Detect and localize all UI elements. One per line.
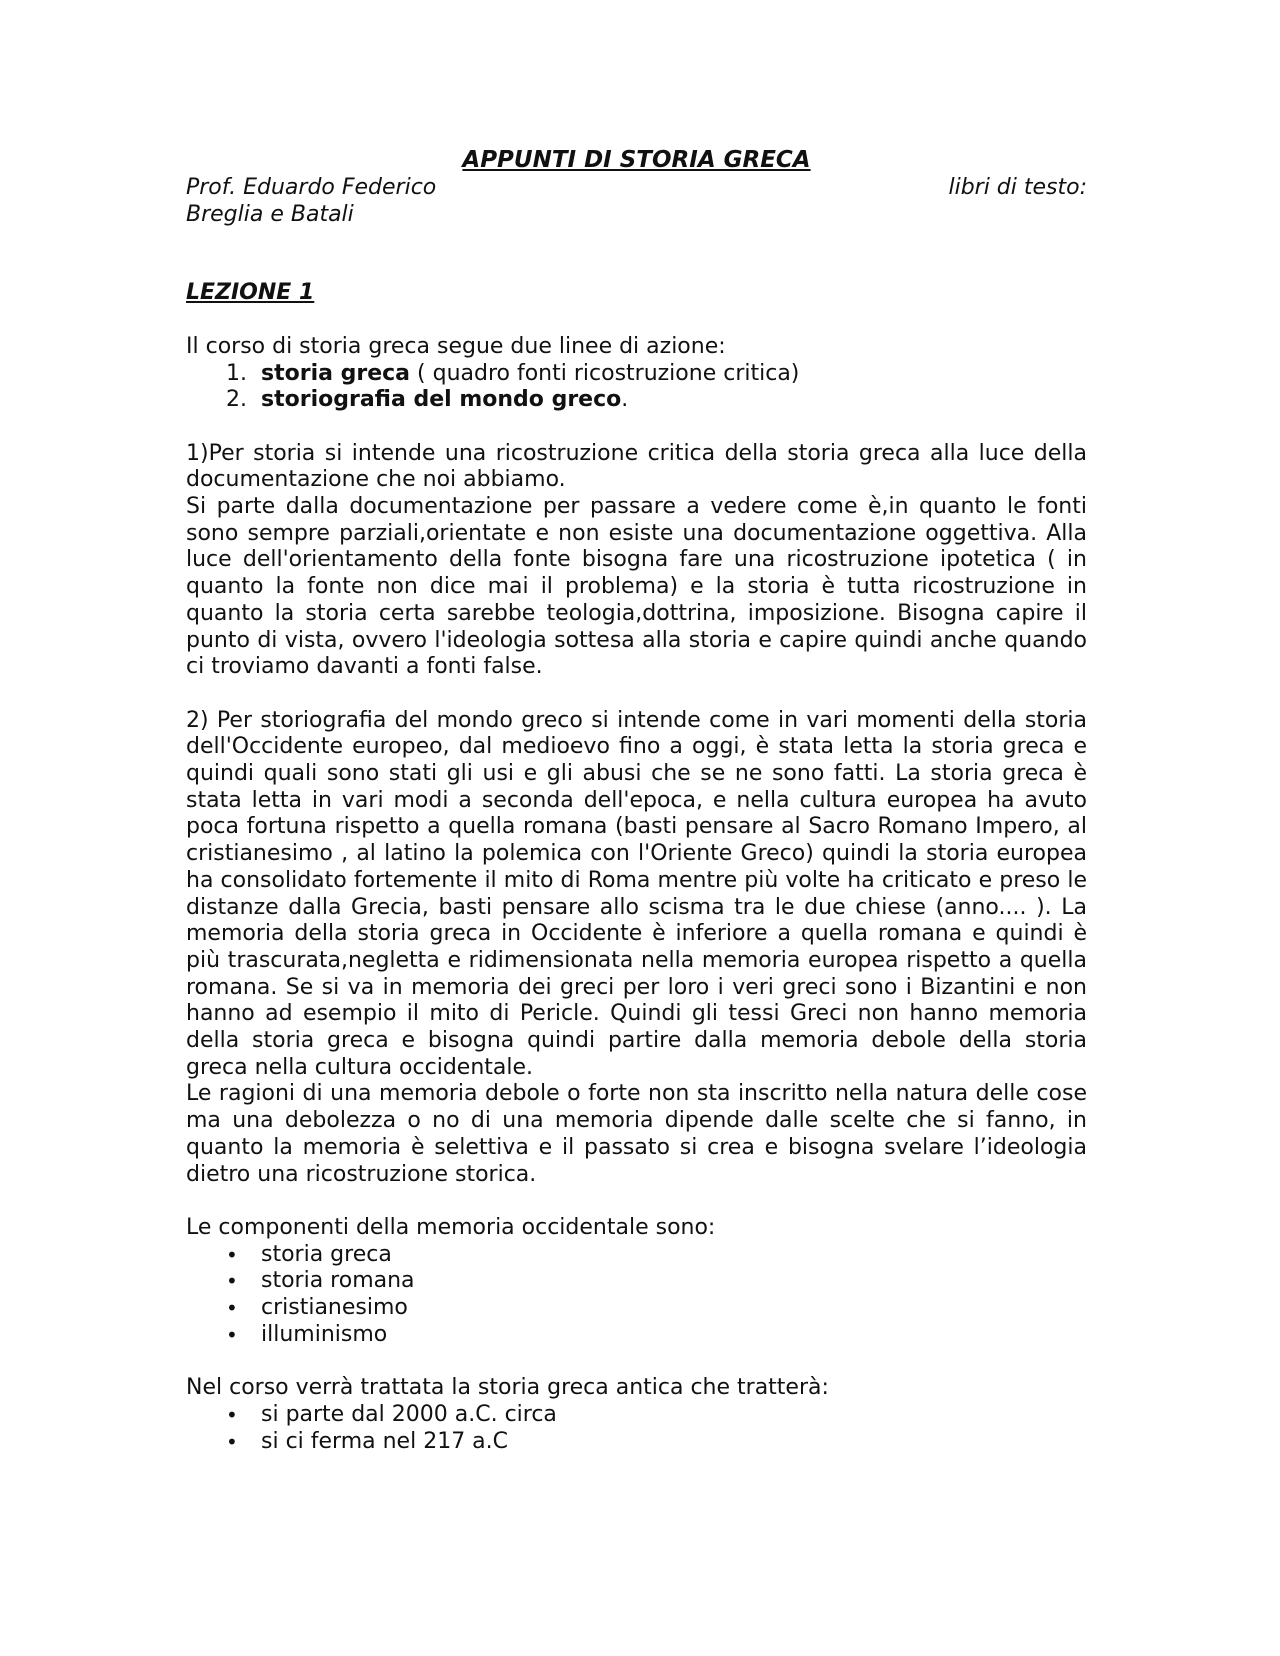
list-item <box>186 1402 1087 1429</box>
list-item <box>186 1242 1087 1269</box>
list-item <box>186 361 1087 388</box>
list-item-text: illuminismo <box>261 1321 388 1347</box>
list-item-bold: storiografia del mondo greco <box>261 387 622 413</box>
lesson-heading: LEZIONE 1 <box>186 280 315 306</box>
list-item-text: si parte dal 2000 a.C. circa <box>261 1401 557 1427</box>
list-item-text: storia greca <box>261 1241 392 1267</box>
list-item <box>186 1268 1087 1295</box>
list-item <box>186 387 1087 414</box>
list-number: 2. <box>226 387 247 413</box>
lines-of-action-list <box>186 361 1087 414</box>
list-item <box>186 1322 1087 1349</box>
bullet-icon: • <box>226 1269 238 1294</box>
list-item-rest: . <box>621 387 629 413</box>
bullet-icon: • <box>226 1402 238 1427</box>
textbooks-authors: Breglia e Batali <box>186 201 354 227</box>
bullet-icon: • <box>226 1296 238 1321</box>
list-number: 1. <box>226 360 247 386</box>
list-item-text: storia romana <box>261 1268 415 1294</box>
bullet-icon: • <box>226 1429 238 1454</box>
list-item <box>186 1429 1087 1456</box>
document-title: APPUNTI DI STORIA GRECA <box>462 147 811 173</box>
document-page <box>186 145 1087 1455</box>
course-points-list <box>186 1402 1087 1455</box>
list-item-text: si ci ferma nel 217 a.C <box>261 1428 509 1454</box>
bullet-icon: • <box>226 1322 238 1347</box>
components-intro: Le componenti della memoria occidentale sono: <box>186 1214 716 1240</box>
textbooks-label: libri di testo: <box>948 175 1087 200</box>
paragraph-memoria: Le ragioni di una memoria debole o forte non sta inscritto nella natura delle cose ma una debolezza o no di una memoria dipende dalle scelte che si fanno, in quanto la memoria è selettiva e il passato si crea e bisogna svelare l’ideologia dietro una ricostruzione storica. <box>186 1081 1087 1187</box>
list-item-text: cristianesimo <box>261 1295 408 1321</box>
paragraph-storiografia: 2) Per storiografia del mondo greco si intende come in vari momenti della storia dell'Occidente europeo, dal medioevo fino a oggi, è stata letta la storia greca e quindi quali sono stati gli usi e gli abusi che se ne sono fatti. La storia greca è stata letta in vari modi a seconda dell'epoca, e nella cultura europea ha avuto poca fortuna rispetto a quella romana (basti pensare al Sacro Romano Impero, al cristianesimo , al latino la polemica con l'Oriente Greco) quindi la storia europea ha consolidato fortemente il mito di Roma mentre più volte ha criticato e preso le distanze dalla Grecia, basti pensare allo scisma tra le due chiese (anno.... ). La memoria della storia greca in Occidente è inferiore a quella romana e quindi è più trascurata,negletta e ridimensionata nella memoria europea rispetto a quella romana. Se si va in memoria dei greci per loro i veri greci sono i Bizantini e non hanno ad esempio il mito di Pericle. Quindi gli tessi Greci non hanno memoria della storia greca e bisogna quindi partire dalla memoria debole della storia greca nella cultura occidentale. <box>186 707 1087 1080</box>
author-row <box>186 175 1087 202</box>
list-item-rest: ( quadro fonti ricostruzione critica) <box>410 360 800 386</box>
list-item-bold: storia greca <box>261 360 411 386</box>
components-list <box>186 1242 1087 1349</box>
lesson-intro: Il corso di storia greca segue due linee di azione: <box>186 333 726 359</box>
author-name: Prof. Eduardo Federico <box>186 175 437 200</box>
course-intro: Nel corso verrà trattata la storia greca antica che tratterà: <box>186 1375 829 1401</box>
paragraph-storia: 1)Per storia si intende una ricostruzione critica della storia greca alla luce della documentazione che noi abbiamo. <box>186 440 1087 493</box>
paragraph-documentazione: Si parte dalla documentazione per passare a vedere come è,in quanto le fonti sono sempre parziali,orientate e non esiste una documentazione oggettiva. Alla luce dell'orientamento della fonte bisogna fare una ricostruzione ipotetica ( in quanto la fonte non dice mai il problema) e la storia è tutta ricostruzione in quanto la storia certa sarebbe teologia,dottrina, imposizione. Bisogna capire il punto di vista, ovvero l'ideologia sottesa alla storia e capire quindi anche quando ci troviamo davanti a fonti false. <box>186 494 1087 680</box>
bullet-icon: • <box>226 1242 238 1267</box>
list-item <box>186 1295 1087 1322</box>
